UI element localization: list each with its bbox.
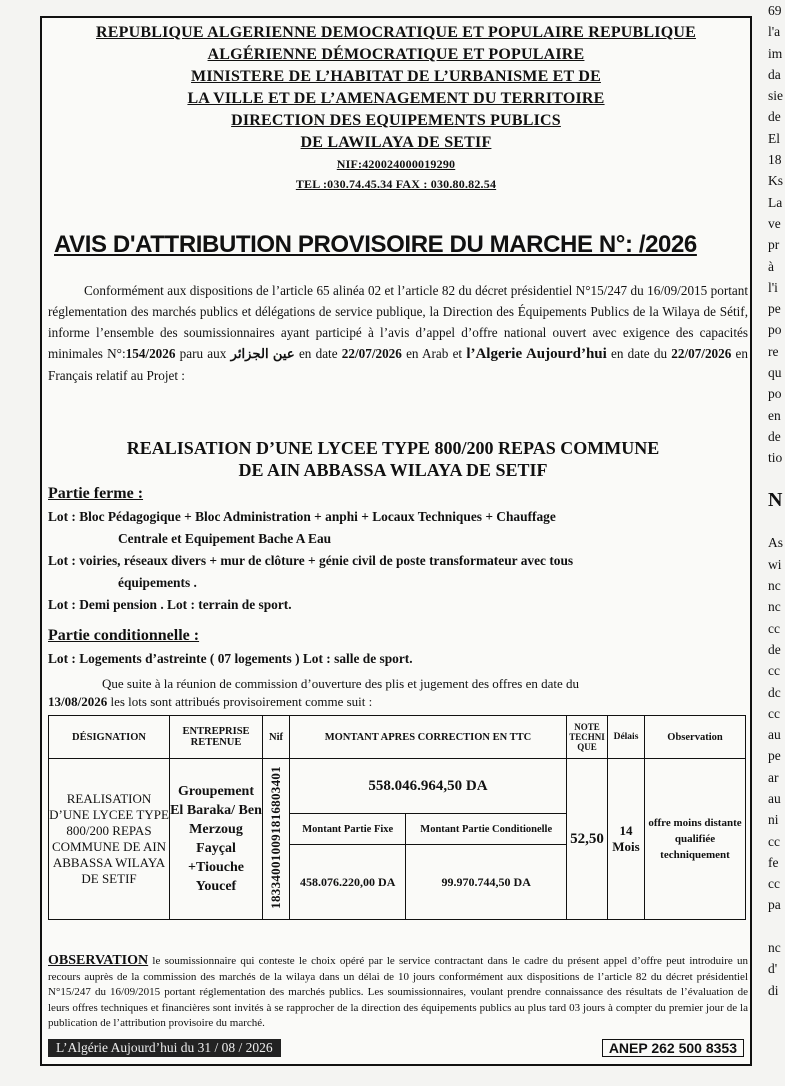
header-block xyxy=(48,22,744,194)
right-column-fragment: au xyxy=(768,790,781,806)
col-observation: Observation xyxy=(645,716,746,759)
lot-2-line-b: équipements . xyxy=(118,575,197,590)
cell-montant-cond: 99.970.744,50 DA xyxy=(406,845,567,920)
intro-text-2: paru aux xyxy=(175,346,231,361)
right-column-fragment: ni xyxy=(768,812,779,828)
right-column-fragment: im xyxy=(768,45,783,61)
right-column-fragment: ve xyxy=(768,215,781,231)
col-nif: Nif xyxy=(263,716,290,759)
observation-paragraph xyxy=(48,953,748,1032)
pre-table-line-2: les lots sont attribués provisoirement comme suit : xyxy=(107,694,373,709)
intro-paragraph xyxy=(48,280,748,386)
publication-source: L’Algérie Aujourd’hui du 31 / 08 / 2026 xyxy=(48,1039,281,1057)
intro-text-4: en Arab et xyxy=(401,346,467,361)
right-column-fragment: 69 xyxy=(768,3,782,18)
cell-nif xyxy=(263,759,290,920)
header-nif: NIF:420024000019290 xyxy=(336,157,456,171)
project-title-line-2: DE AIN ABBASSA WILAYA DE SETIF xyxy=(238,460,548,480)
right-column-fragment: cc xyxy=(768,876,780,892)
cell-montant-fixe-label: Montant Partie Fixe xyxy=(290,814,406,845)
right-column-fragment: pe xyxy=(768,748,781,764)
right-column-fragment xyxy=(768,469,785,490)
cell-montant-cond-label: Montant Partie Conditionelle xyxy=(406,814,567,845)
right-column-fragment xyxy=(768,511,785,532)
col-montant: MONTANT APRES CORRECTION EN TTC xyxy=(290,716,567,759)
right-column-fragment: La xyxy=(768,194,783,210)
right-column-fragment: nc xyxy=(768,599,781,615)
right-column-fragment: nc xyxy=(768,578,781,594)
cell-montant-total: 558.046.964,50 DA xyxy=(290,759,567,814)
right-column-fragment: de xyxy=(768,109,781,125)
cell-note: 52,50 xyxy=(567,759,608,920)
nif-value: 183340010091816803401 xyxy=(268,766,283,909)
right-column-fragment: ar xyxy=(768,769,779,785)
cell-entreprise: Groupement El Baraka/ Ben Merzoug Fayçal +Tiouche Youcef xyxy=(170,759,263,920)
pre-table-line-1: Que suite à la réunion de commission d’ouverture des plis et jugement des offres en date du xyxy=(102,676,580,691)
intro-text-3: en date xyxy=(294,346,342,361)
attribution-table xyxy=(48,715,746,920)
cell-montant-fixe: 458.076.220,00 DA xyxy=(290,845,406,920)
right-column-fragment: po xyxy=(768,386,782,402)
right-column-fragment: l'a xyxy=(768,24,781,40)
right-column-fragment: qu xyxy=(768,365,782,381)
cell-designation: REALISATION D’UNE LYCEE TYPE 800/200 REPAS COMMUNE DE AIN ABBASSA WILAYA DE SETIF xyxy=(49,759,170,920)
right-column-fragment: po xyxy=(768,322,782,338)
notice-title: AVIS D'ATTRIBUTION PROVISOIRE DU MARCHE N°: /2026 xyxy=(54,231,697,258)
header-line-3: MINISTERE DE L’HABITAT DE L’URBANISME ET DE xyxy=(191,68,601,85)
right-column-fragment: cc xyxy=(768,833,780,849)
header-line-1: REPUBLIQUE ALGERIENNE DEMOCRATIQUE ET POPULAIRE REPUBLIQUE xyxy=(96,24,696,41)
jugement-date: 13/08/2026 xyxy=(48,694,108,709)
right-column-fragment: d' xyxy=(768,961,778,977)
right-column-fragment: au xyxy=(768,727,781,743)
project-title xyxy=(48,437,738,481)
lot-1-line-b: Centrale et Equipement Bache A Eau xyxy=(118,531,332,546)
col-designation: DÉSIGNATION xyxy=(49,716,170,759)
lot-2-line-a: Lot : voiries, réseaux divers + mur de clôture + génie civil de poste transformateur avec tous xyxy=(48,553,574,568)
right-column-fragment: en xyxy=(768,407,781,423)
right-column-fragment: pe xyxy=(768,301,781,317)
right-column-fragment: El xyxy=(768,130,780,146)
right-column-fragment: As xyxy=(768,535,784,551)
table-header-row xyxy=(49,716,746,759)
lot-1-line-a: Lot : Bloc Pédagogique + Bloc Administration + anphi + Locaux Techniques + Chauffage xyxy=(48,509,556,524)
right-column-fragment: l'i xyxy=(768,279,778,295)
lot-bloc-pedagogique xyxy=(48,506,748,550)
table-row xyxy=(49,759,746,814)
right-column-fragment: nc xyxy=(768,940,781,956)
header-tel-fax: TEL :030.74.45.34 FAX : 030.80.82.54 xyxy=(295,177,497,191)
col-delais: Délais xyxy=(608,716,645,759)
right-column-fragment: de xyxy=(768,641,781,657)
right-column-fragment: pr xyxy=(768,237,780,253)
lot-demi-pension-terrain: Lot : Demi pension . Lot : terrain de sport. xyxy=(48,597,292,612)
journal-french: l’Algerie Aujourd’hui xyxy=(466,346,607,362)
right-column-fragment: fe xyxy=(768,854,779,870)
col-note: NOTE TECHNI QUE xyxy=(567,716,608,759)
observation-label: OBSERVATION xyxy=(48,953,149,968)
right-column-fragment: cc xyxy=(768,705,780,721)
project-title-line-1: REALISATION D’UNE LYCEE TYPE 800/200 REPAS COMMUNE xyxy=(126,438,660,458)
header-line-5: DIRECTION DES EQUIPEMENTS PUBLICS xyxy=(231,112,561,129)
lot-logements-salle: Lot : Logements d’astreinte ( 07 logements ) Lot : salle de sport. xyxy=(48,651,413,666)
header-line-4: LA VILLE ET DE L’AMENAGEMENT DU TERRITOIRE xyxy=(187,90,605,107)
header-line-2: ALGÉRIENNE DÉMOCRATIQUE ET POPULAIRE xyxy=(207,46,585,63)
appel-number: 154/2026 xyxy=(125,346,176,361)
pre-table-text xyxy=(48,675,748,711)
right-column-fragment: di xyxy=(768,982,779,998)
right-column-fragment xyxy=(768,916,785,937)
publication-date-french: 22/07/2026 xyxy=(671,346,732,361)
observation-text: le soumissionnaire qui conteste le choix opéré par le service contractant dans le cadre du présent appel d’offre peut introduire un recours auprès de la commission des marchés de la wilaya dans un délai de 10 jours conformément aux dispositions de l’article 82 du décret présidentiel N°15/247 du 16/09/2015 portant réglementation des marchés publics. Les soumissionnaires, voulant prendre connaissance des résultats de l’évaluation de leurs offres techniques et financières sont invités à se rapprocher de la direction des équipements publics au plus tard 03 jours à compter du premier jour de la publication de l’attribution provisoire du marché. xyxy=(48,955,748,1030)
right-column-fragment: de xyxy=(768,428,781,444)
lot-voiries xyxy=(48,550,748,594)
adjacent-column-fragment xyxy=(768,0,785,1086)
right-column-fragment: 18 xyxy=(768,152,782,168)
intro-text-6: en Français relatif au Projet : xyxy=(48,346,748,383)
intro-text-5: en date du xyxy=(606,346,672,361)
cell-observation: offre moins distante qualifiée techniquement xyxy=(645,759,746,920)
right-column-fragment: tio xyxy=(768,450,783,466)
right-column-fragment: sie xyxy=(768,88,783,104)
journal-arabic: عين الجزائر xyxy=(230,346,295,361)
right-column-fragment: cc xyxy=(768,620,780,636)
right-column-fragment: dc xyxy=(768,684,781,700)
attribution-notice xyxy=(40,16,752,1066)
right-column-fragment: da xyxy=(768,66,781,82)
partie-ferme-title: Partie ferme : xyxy=(48,485,144,502)
right-column-fragment: re xyxy=(768,343,779,359)
cell-delais: 14 Mois xyxy=(608,759,645,920)
col-entreprise: ENTREPRISE RETENUE xyxy=(170,716,263,759)
header-line-6: DE LAWILAYA DE SETIF xyxy=(300,134,492,151)
right-column-fragment: N xyxy=(768,488,783,511)
anep-reference: ANEP 262 500 8353 xyxy=(602,1039,744,1057)
right-column-fragment: à xyxy=(768,258,774,274)
partie-conditionnelle-title: Partie conditionnelle : xyxy=(48,627,200,644)
intro-text-1: Conformément aux dispositions de l’article 65 alinéa 02 et l’article 82 du décret présidentiel N°15/247 du 16/09/2015 portant réglementation des marchés publics et délégations de service publique, la Direction des Équipements Publics de la Wilaya de Sétif, informe l’ensemble des soumissionnaires ayant participé à l’avis d’appel d’offre national ouvert avec exigence des capacités minimales N°: xyxy=(48,283,748,361)
right-column-fragment: cc xyxy=(768,663,780,679)
right-column-fragment: Ks xyxy=(768,173,784,189)
right-column-fragment: wi xyxy=(768,556,782,572)
right-column-fragment: pa xyxy=(768,897,781,913)
publication-date-arabic: 22/07/2026 xyxy=(341,346,402,361)
